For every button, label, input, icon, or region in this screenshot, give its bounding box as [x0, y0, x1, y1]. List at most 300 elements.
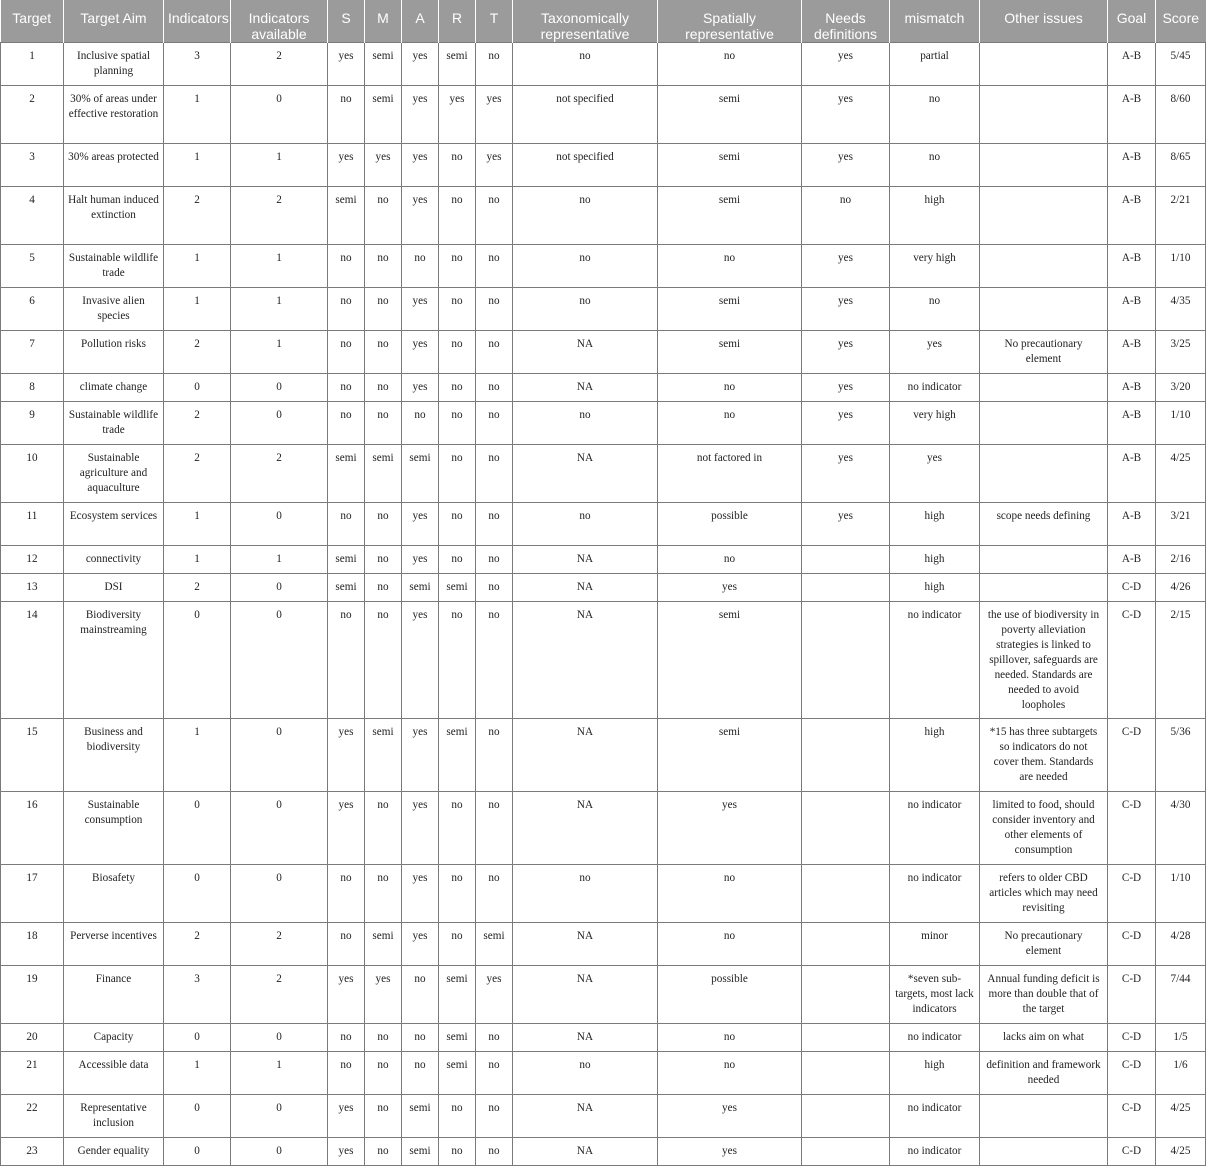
cell-needs-definitions	[802, 602, 890, 719]
cell-goal: A-B	[1108, 187, 1156, 245]
cell-indicators: 2	[164, 187, 231, 245]
cell-a: semi	[402, 1095, 439, 1138]
cell-r: no	[439, 288, 476, 331]
cell-r: no	[439, 187, 476, 245]
cell-m: semi	[365, 923, 402, 966]
cell-score: 2/15	[1156, 602, 1206, 719]
cell-target: 7	[1, 331, 64, 374]
cell-score: 4/25	[1156, 1138, 1206, 1166]
cell-target-aim: Representative inclusion	[64, 1095, 164, 1138]
cell-r: semi	[439, 574, 476, 602]
cell-mismatch: high	[890, 187, 980, 245]
cell-a: yes	[402, 144, 439, 187]
cell-score: 2/16	[1156, 546, 1206, 574]
cell-other-issues: lacks aim on what	[980, 1024, 1108, 1052]
cell-score: 4/30	[1156, 792, 1206, 865]
cell-needs-definitions: yes	[802, 503, 890, 546]
cell-m: no	[365, 1138, 402, 1166]
cell-r: no	[439, 865, 476, 923]
cell-m: no	[365, 187, 402, 245]
table-row	[1, 374, 1206, 402]
cell-spatially-representative: no	[658, 865, 802, 923]
cell-target-aim: Sustainable agriculture and aquaculture	[64, 445, 164, 503]
cell-m: yes	[365, 966, 402, 1024]
cell-score: 3/25	[1156, 331, 1206, 374]
cell-s: no	[328, 602, 365, 719]
cell-a: semi	[402, 445, 439, 503]
cell-spatially-representative: no	[658, 1052, 802, 1095]
cell-target-aim: Accessible data	[64, 1052, 164, 1095]
cell-goal: C-D	[1108, 1024, 1156, 1052]
cell-indicators: 2	[164, 574, 231, 602]
cell-indicators-available: 0	[231, 574, 328, 602]
table-row	[1, 43, 1206, 86]
cell-taxonomically-representative: not specified	[513, 86, 658, 144]
cell-taxonomically-representative: NA	[513, 602, 658, 719]
cell-other-issues: *15 has three subtargets so indicators do not cover them. Standards are needed	[980, 719, 1108, 792]
header-score: Score	[1156, 0, 1206, 43]
cell-spatially-representative: semi	[658, 187, 802, 245]
cell-other-issues	[980, 445, 1108, 503]
table-row	[1, 1095, 1206, 1138]
cell-indicators: 0	[164, 602, 231, 719]
cell-mismatch: high	[890, 574, 980, 602]
cell-t: no	[476, 245, 513, 288]
header-s: S	[328, 0, 365, 43]
cell-taxonomically-representative: NA	[513, 374, 658, 402]
cell-mismatch: no indicator	[890, 865, 980, 923]
cell-target: 20	[1, 1024, 64, 1052]
cell-other-issues: scope needs defining	[980, 503, 1108, 546]
cell-r: no	[439, 1095, 476, 1138]
cell-score: 1/10	[1156, 245, 1206, 288]
cell-r: no	[439, 331, 476, 374]
cell-target: 21	[1, 1052, 64, 1095]
cell-taxonomically-representative: no	[513, 43, 658, 86]
cell-other-issues	[980, 402, 1108, 445]
cell-s: yes	[328, 1095, 365, 1138]
cell-indicators-available: 0	[231, 602, 328, 719]
cell-indicators: 3	[164, 966, 231, 1024]
cell-score: 3/21	[1156, 503, 1206, 546]
cell-target: 6	[1, 288, 64, 331]
cell-taxonomically-representative: NA	[513, 1138, 658, 1166]
cell-a: yes	[402, 331, 439, 374]
cell-taxonomically-representative: NA	[513, 792, 658, 865]
cell-a: no	[402, 402, 439, 445]
cell-indicators: 1	[164, 503, 231, 546]
cell-spatially-representative: no	[658, 374, 802, 402]
cell-score: 1/10	[1156, 402, 1206, 445]
cell-mismatch: partial	[890, 43, 980, 86]
table-row	[1, 402, 1206, 445]
cell-indicators-available: 0	[231, 374, 328, 402]
table-row	[1, 503, 1206, 546]
cell-needs-definitions: yes	[802, 86, 890, 144]
cell-needs-definitions: yes	[802, 374, 890, 402]
table-row	[1, 602, 1206, 719]
cell-indicators: 1	[164, 1052, 231, 1095]
cell-target-aim: Capacity	[64, 1024, 164, 1052]
cell-indicators-available: 0	[231, 1095, 328, 1138]
cell-m: no	[365, 503, 402, 546]
cell-a: yes	[402, 374, 439, 402]
cell-r: no	[439, 402, 476, 445]
cell-target: 12	[1, 546, 64, 574]
cell-t: no	[476, 546, 513, 574]
cell-score: 4/35	[1156, 288, 1206, 331]
cell-indicators: 1	[164, 546, 231, 574]
cell-spatially-representative: not factored in	[658, 445, 802, 503]
cell-needs-definitions: yes	[802, 331, 890, 374]
cell-goal: C-D	[1108, 1095, 1156, 1138]
cell-target: 15	[1, 719, 64, 792]
cell-r: no	[439, 602, 476, 719]
cell-spatially-representative: possible	[658, 503, 802, 546]
cell-s: no	[328, 288, 365, 331]
cell-indicators: 1	[164, 144, 231, 187]
cell-t: yes	[476, 144, 513, 187]
cell-r: no	[439, 923, 476, 966]
cell-taxonomically-representative: NA	[513, 923, 658, 966]
cell-t: no	[476, 503, 513, 546]
cell-target: 5	[1, 245, 64, 288]
cell-m: no	[365, 792, 402, 865]
cell-s: yes	[328, 1138, 365, 1166]
cell-t: no	[476, 331, 513, 374]
cell-target-aim: Pollution risks	[64, 331, 164, 374]
cell-m: no	[365, 602, 402, 719]
cell-other-issues: limited to food, should consider inventory and other elements of consumption	[980, 792, 1108, 865]
cell-r: no	[439, 374, 476, 402]
cell-t: no	[476, 719, 513, 792]
cell-s: yes	[328, 966, 365, 1024]
table-row	[1, 546, 1206, 574]
cell-score: 4/25	[1156, 1095, 1206, 1138]
cell-mismatch: no	[890, 288, 980, 331]
cell-needs-definitions	[802, 1138, 890, 1166]
cell-taxonomically-representative: NA	[513, 574, 658, 602]
cell-other-issues	[980, 144, 1108, 187]
table-row	[1, 187, 1206, 245]
cell-spatially-representative: possible	[658, 966, 802, 1024]
cell-goal: A-B	[1108, 43, 1156, 86]
cell-spatially-representative: semi	[658, 144, 802, 187]
cell-taxonomically-representative: NA	[513, 1095, 658, 1138]
cell-target: 22	[1, 1095, 64, 1138]
cell-needs-definitions: yes	[802, 43, 890, 86]
cell-spatially-representative: yes	[658, 1138, 802, 1166]
cell-goal: C-D	[1108, 865, 1156, 923]
cell-goal: A-B	[1108, 331, 1156, 374]
cell-target-aim: Biodiversity mainstreaming	[64, 602, 164, 719]
cell-m: no	[365, 574, 402, 602]
cell-indicators: 0	[164, 792, 231, 865]
cell-score: 1/10	[1156, 865, 1206, 923]
cell-goal: C-D	[1108, 574, 1156, 602]
cell-goal: A-B	[1108, 374, 1156, 402]
cell-a: yes	[402, 792, 439, 865]
cell-score: 8/60	[1156, 86, 1206, 144]
cell-goal: A-B	[1108, 144, 1156, 187]
cell-mismatch: minor	[890, 923, 980, 966]
cell-indicators-available: 0	[231, 1024, 328, 1052]
cell-score: 1/5	[1156, 1024, 1206, 1052]
cell-target: 18	[1, 923, 64, 966]
cell-goal: A-B	[1108, 288, 1156, 331]
cell-taxonomically-representative: no	[513, 402, 658, 445]
cell-spatially-representative: semi	[658, 602, 802, 719]
cell-indicators-available: 2	[231, 187, 328, 245]
cell-m: no	[365, 1052, 402, 1095]
cell-a: no	[402, 245, 439, 288]
cell-taxonomically-representative: no	[513, 187, 658, 245]
cell-goal: A-B	[1108, 402, 1156, 445]
table-row	[1, 966, 1206, 1024]
cell-indicators: 2	[164, 445, 231, 503]
cell-t: no	[476, 792, 513, 865]
cell-s: semi	[328, 187, 365, 245]
cell-taxonomically-representative: no	[513, 1052, 658, 1095]
cell-a: yes	[402, 546, 439, 574]
cell-target-aim: 30% of areas under effective restoration	[64, 86, 164, 144]
cell-needs-definitions: yes	[802, 288, 890, 331]
table-row	[1, 1024, 1206, 1052]
cell-needs-definitions: no	[802, 187, 890, 245]
cell-indicators: 1	[164, 719, 231, 792]
cell-mismatch: no	[890, 144, 980, 187]
cell-indicators-available: 0	[231, 865, 328, 923]
cell-s: yes	[328, 792, 365, 865]
table-row	[1, 1138, 1206, 1166]
table-row	[1, 865, 1206, 923]
cell-r: semi	[439, 1024, 476, 1052]
cell-indicators: 2	[164, 331, 231, 374]
cell-other-issues	[980, 288, 1108, 331]
cell-needs-definitions: yes	[802, 445, 890, 503]
cell-s: semi	[328, 574, 365, 602]
cell-target-aim: Inclusive spatial planning	[64, 43, 164, 86]
cell-target: 23	[1, 1138, 64, 1166]
cell-a: yes	[402, 503, 439, 546]
header-row	[1, 0, 1206, 43]
cell-taxonomically-representative: NA	[513, 719, 658, 792]
cell-needs-definitions: yes	[802, 402, 890, 445]
cell-t: no	[476, 402, 513, 445]
cell-goal: A-B	[1108, 86, 1156, 144]
cell-m: semi	[365, 86, 402, 144]
cell-indicators: 3	[164, 43, 231, 86]
cell-needs-definitions	[802, 966, 890, 1024]
cell-other-issues	[980, 546, 1108, 574]
cell-indicators-available: 1	[231, 288, 328, 331]
header-spatially-representative: Spatially representative	[658, 0, 802, 43]
cell-indicators-available: 2	[231, 445, 328, 503]
cell-taxonomically-representative: no	[513, 245, 658, 288]
cell-m: semi	[365, 43, 402, 86]
cell-t: no	[476, 288, 513, 331]
cell-indicators: 0	[164, 865, 231, 923]
cell-indicators-available: 1	[231, 331, 328, 374]
cell-mismatch: high	[890, 546, 980, 574]
cell-target: 9	[1, 402, 64, 445]
cell-indicators: 0	[164, 1024, 231, 1052]
cell-t: yes	[476, 966, 513, 1024]
table-row	[1, 574, 1206, 602]
cell-indicators-available: 2	[231, 966, 328, 1024]
cell-t: no	[476, 1138, 513, 1166]
header-t: T	[476, 0, 513, 43]
cell-score: 3/20	[1156, 374, 1206, 402]
cell-score: 4/26	[1156, 574, 1206, 602]
cell-indicators: 0	[164, 1095, 231, 1138]
table-body	[1, 43, 1206, 1166]
cell-needs-definitions	[802, 923, 890, 966]
cell-other-issues: No precautionary element	[980, 923, 1108, 966]
cell-mismatch: very high	[890, 402, 980, 445]
cell-r: no	[439, 144, 476, 187]
cell-t: no	[476, 574, 513, 602]
cell-target-aim: DSI	[64, 574, 164, 602]
cell-indicators-available: 1	[231, 144, 328, 187]
cell-target: 11	[1, 503, 64, 546]
cell-taxonomically-representative: no	[513, 865, 658, 923]
cell-goal: A-B	[1108, 546, 1156, 574]
cell-m: semi	[365, 719, 402, 792]
cell-other-issues	[980, 43, 1108, 86]
cell-other-issues: definition and framework needed	[980, 1052, 1108, 1095]
cell-a: no	[402, 1024, 439, 1052]
cell-a: yes	[402, 865, 439, 923]
header-needs-definitions: Needs definitions	[802, 0, 890, 43]
cell-target: 17	[1, 865, 64, 923]
cell-target-aim: Sustainable consumption	[64, 792, 164, 865]
cell-indicators-available: 0	[231, 792, 328, 865]
cell-s: no	[328, 86, 365, 144]
cell-s: no	[328, 923, 365, 966]
cell-a: yes	[402, 187, 439, 245]
cell-mismatch: high	[890, 503, 980, 546]
cell-indicators-available: 0	[231, 86, 328, 144]
cell-score: 4/28	[1156, 923, 1206, 966]
cell-indicators: 1	[164, 86, 231, 144]
cell-other-issues	[980, 574, 1108, 602]
cell-score: 2/21	[1156, 187, 1206, 245]
cell-goal: C-D	[1108, 792, 1156, 865]
cell-other-issues: refers to older CBD articles which may need revisiting	[980, 865, 1108, 923]
cell-target: 13	[1, 574, 64, 602]
cell-target-aim: climate change	[64, 374, 164, 402]
cell-spatially-representative: no	[658, 245, 802, 288]
cell-other-issues: No precautionary element	[980, 331, 1108, 374]
cell-mismatch: very high	[890, 245, 980, 288]
cell-mismatch: yes	[890, 445, 980, 503]
cell-m: no	[365, 1095, 402, 1138]
cell-spatially-representative: yes	[658, 1095, 802, 1138]
cell-a: yes	[402, 719, 439, 792]
cell-indicators: 0	[164, 1138, 231, 1166]
cell-s: no	[328, 402, 365, 445]
cell-m: no	[365, 245, 402, 288]
table-row	[1, 86, 1206, 144]
cell-t: no	[476, 1095, 513, 1138]
cell-spatially-representative: semi	[658, 288, 802, 331]
cell-taxonomically-representative: NA	[513, 445, 658, 503]
cell-spatially-representative: no	[658, 402, 802, 445]
cell-score: 5/45	[1156, 43, 1206, 86]
cell-needs-definitions	[802, 1095, 890, 1138]
cell-taxonomically-representative: NA	[513, 546, 658, 574]
cell-needs-definitions	[802, 865, 890, 923]
cell-a: yes	[402, 43, 439, 86]
cell-target-aim: Sustainable wildlife trade	[64, 402, 164, 445]
cell-t: no	[476, 374, 513, 402]
cell-indicators: 2	[164, 923, 231, 966]
cell-t: no	[476, 43, 513, 86]
cell-target: 1	[1, 43, 64, 86]
cell-score: 8/65	[1156, 144, 1206, 187]
cell-m: no	[365, 331, 402, 374]
header-target: Target	[1, 0, 64, 43]
cell-target: 3	[1, 144, 64, 187]
cell-taxonomically-representative: NA	[513, 966, 658, 1024]
cell-indicators-available: 1	[231, 546, 328, 574]
cell-spatially-representative: no	[658, 923, 802, 966]
cell-needs-definitions: yes	[802, 144, 890, 187]
cell-target-aim: connectivity	[64, 546, 164, 574]
cell-t: no	[476, 1024, 513, 1052]
cell-t: yes	[476, 86, 513, 144]
cell-r: semi	[439, 1052, 476, 1095]
cell-r: no	[439, 546, 476, 574]
cell-goal: C-D	[1108, 966, 1156, 1024]
cell-other-issues	[980, 374, 1108, 402]
cell-a: semi	[402, 1138, 439, 1166]
cell-s: yes	[328, 43, 365, 86]
cell-goal: C-D	[1108, 1052, 1156, 1095]
cell-goal: C-D	[1108, 719, 1156, 792]
header-mismatch: mismatch	[890, 0, 980, 43]
cell-target-aim: Invasive alien species	[64, 288, 164, 331]
header-other-issues: Other issues	[980, 0, 1108, 43]
cell-target: 14	[1, 602, 64, 719]
header-r: R	[439, 0, 476, 43]
cell-a: yes	[402, 288, 439, 331]
cell-a: yes	[402, 602, 439, 719]
cell-s: yes	[328, 719, 365, 792]
cell-s: yes	[328, 144, 365, 187]
cell-mismatch: *seven sub-targets, most lack indicators	[890, 966, 980, 1024]
cell-r: no	[439, 792, 476, 865]
cell-other-issues	[980, 245, 1108, 288]
table-row	[1, 719, 1206, 792]
cell-score: 4/25	[1156, 445, 1206, 503]
cell-goal: C-D	[1108, 1138, 1156, 1166]
cell-indicators-available: 0	[231, 503, 328, 546]
table-row	[1, 245, 1206, 288]
table-header	[1, 0, 1206, 43]
cell-s: semi	[328, 546, 365, 574]
cell-target-aim: Biosafety	[64, 865, 164, 923]
cell-spatially-representative: no	[658, 43, 802, 86]
table-row	[1, 445, 1206, 503]
cell-a: no	[402, 966, 439, 1024]
cell-score: 5/36	[1156, 719, 1206, 792]
cell-spatially-representative: no	[658, 546, 802, 574]
cell-r: no	[439, 445, 476, 503]
cell-target-aim: Perverse incentives	[64, 923, 164, 966]
header-target-aim: Target Aim	[64, 0, 164, 43]
